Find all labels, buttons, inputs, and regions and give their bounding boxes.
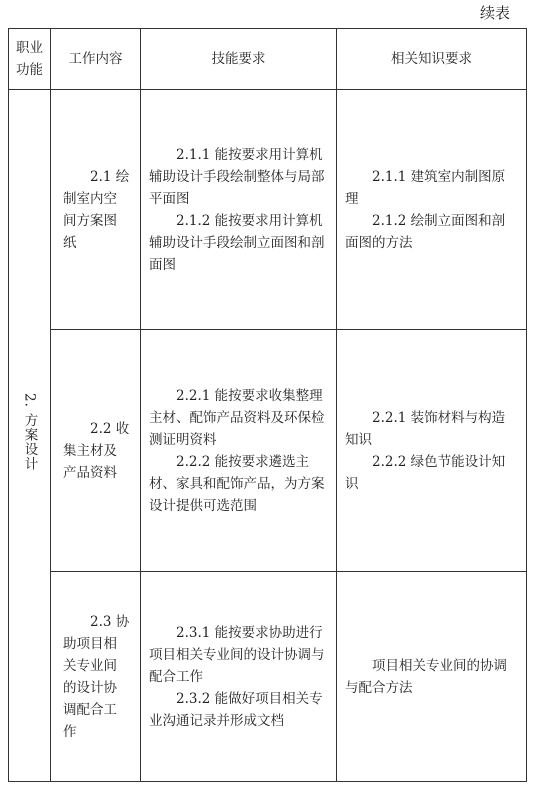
header-knowledge: 相关知识要求 [337, 29, 527, 90]
knowledge-item: 项目相关专业间的协调与配合方法 [345, 657, 507, 696]
skill-item: 2.2.1 能按要求收集整理主材、配饰产品资料及环保检测证明资料 [149, 387, 325, 448]
skill-item: 2.1.2 能按要求用计算机辅助设计手段绘制立面图和剖面图 [149, 212, 325, 273]
function-label: 2. 方案设计 [21, 392, 38, 472]
skills-cell [141, 90, 337, 330]
skill-item: 2.3.1 能按要求协助进行项目相关专业间的设计协调与配合工作 [149, 624, 325, 685]
function-cell [9, 90, 51, 782]
table-row [9, 572, 527, 782]
header-content: 工作内容 [51, 29, 141, 90]
knowledge-item: 2.1.2 绘制立面图和剖面图的方法 [345, 212, 506, 251]
content-cell: 2.2 收集主材及产品资料 [51, 330, 141, 572]
knowledge-item: 2.2.1 装饰材料与构造知识 [345, 409, 506, 448]
skill-item: 2.3.2 能做好项目相关专业沟通记录并形成文档 [149, 690, 323, 729]
knowledge-item: 2.1.1 建筑室内制图原理 [345, 168, 506, 207]
continued-label: 续表 [479, 4, 510, 22]
knowledge-cell [337, 572, 527, 782]
skill-item: 2.2.2 能按要求遴选主材、家具和配饰产品，为方案设计提供可选范围 [149, 453, 325, 514]
knowledge-cell [337, 90, 527, 330]
skills-cell [141, 572, 337, 782]
skill-item: 2.1.1 能按要求用计算机辅助设计手段绘制整体与局部平面图 [149, 146, 325, 207]
knowledge-cell [337, 330, 527, 572]
content-cell: 2.3 协助项目相关专业间的设计协调配合工作 [51, 572, 141, 782]
header-row [9, 29, 527, 90]
table-row [9, 90, 527, 330]
content-cell: 2.1 绘制室内空间方案图纸 [51, 90, 141, 330]
header-function: 职业功能 [9, 29, 51, 90]
knowledge-item: 2.2.2 绿色节能设计知识 [345, 453, 506, 492]
occupation-standard-table [8, 28, 527, 782]
skills-cell [141, 330, 337, 572]
header-skills: 技能要求 [141, 29, 337, 90]
table-row [9, 330, 527, 572]
